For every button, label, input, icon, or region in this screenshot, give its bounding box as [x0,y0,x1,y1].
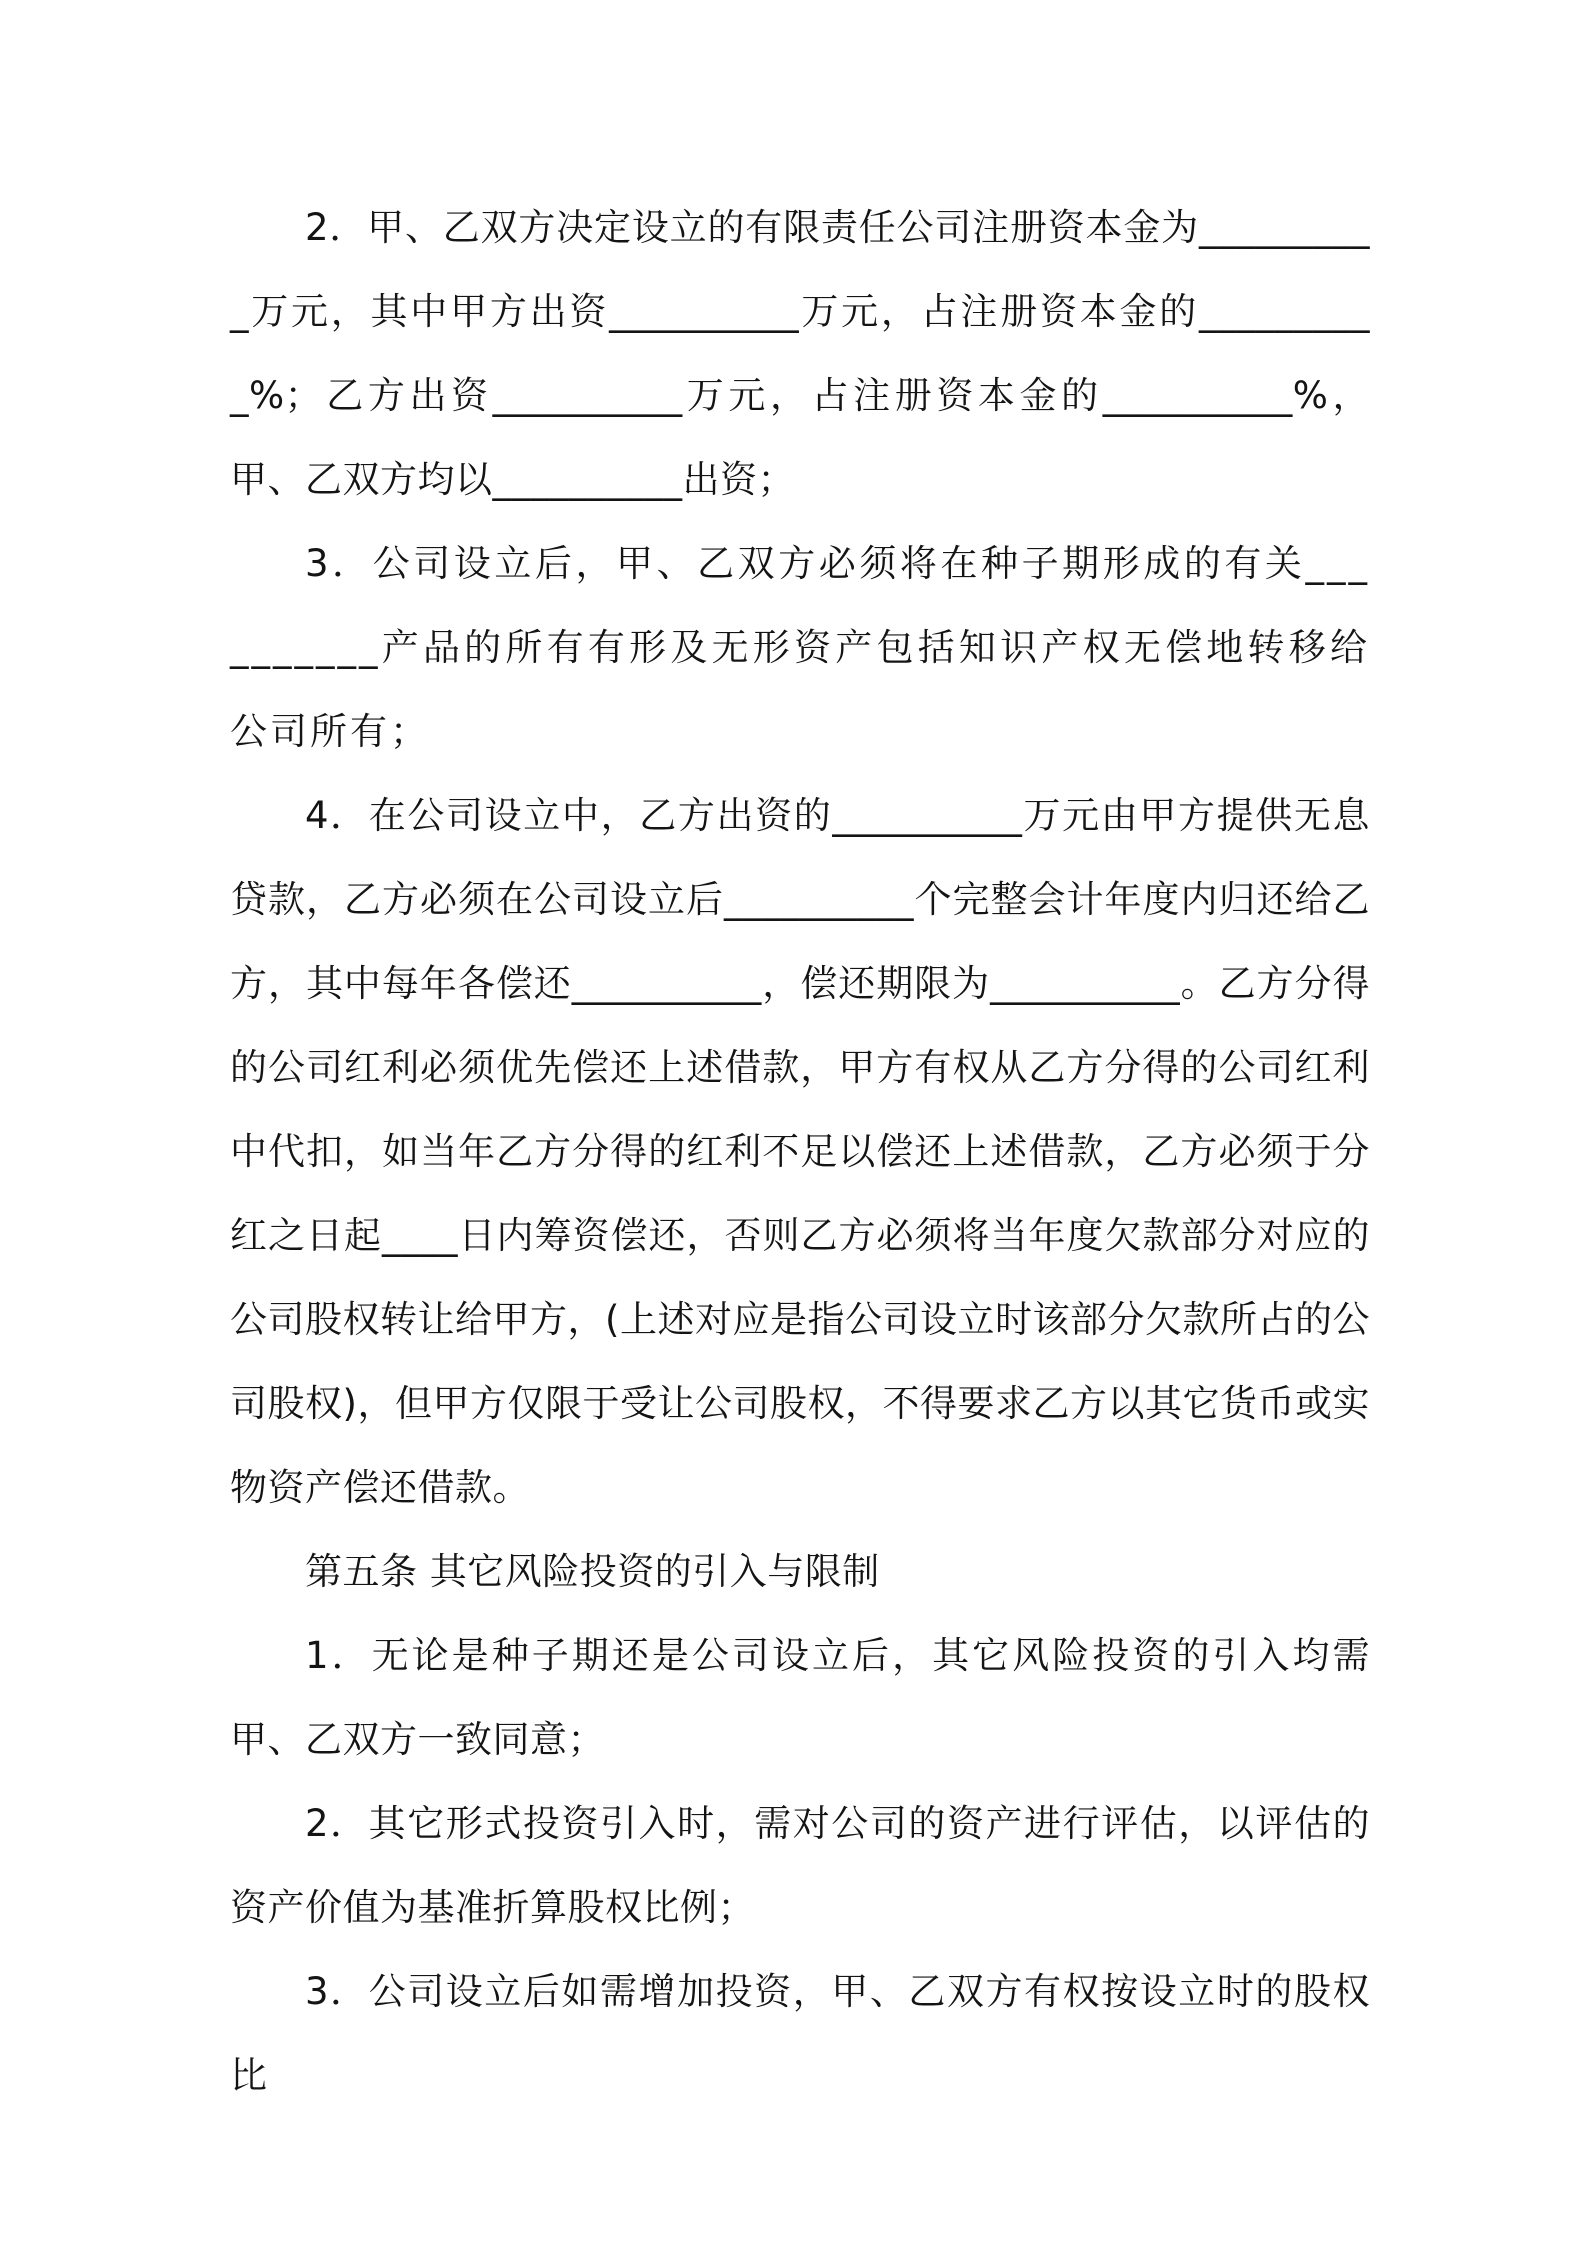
section-item-2: 2．其它形式投资引入时，需对公司的资产进行评估，以评估的资产价值为基准折算股权比例； [230,1802,1370,1929]
clause-4-paragraph: 4．在公司设立中，乙方出资的__________万元由甲方提供无息贷款，乙方必须在公司设立后__________个完整会计年度内归还给乙方，其中每年各偿还__________，偿还期限为__________。乙方分得的公司红利必须优先偿还上述借款，甲方有权从乙方分得的公司红利中代扣，如当年乙方分得的红利不足以偿还上述借款，乙方必须于分红之日起____日内筹资偿还，否则乙方必须将当年度欠款部分对应的公司股权转让给甲方，(上述对应是指公司设立时该部分欠款所占的公司股权)，但甲方仅限于受让公司股权，不得要求乙方以其它货币或实物资产偿还借款。 [230,794,1370,1509]
clause-3-paragraph: 3．公司设立后，甲、乙双方必须将在种子期形成的有关__________产品的所有有形及无形资产包括知识产权无偿地转移给公司所有； [230,542,1370,753]
clause-2-paragraph: 2．甲、乙双方决定设立的有限责任公司注册资本金为__________万元，其中甲方出资__________万元，占注册资本金的__________%；乙方出资__________万元，占注册资本金的__________%，甲、乙双方均以__________出资； [230,206,1370,501]
section-item-3: 3．公司设立后如需增加投资，甲、乙双方有权按设立时的股权比 [230,1970,1370,2097]
document-body [230,186,1370,2118]
section-heading: 第五条 其它风险投资的引入与限制 [305,1550,880,1593]
section-item-1: 1．无论是种子期还是公司设立后，其它风险投资的引入均需甲、乙双方一致同意； [230,1634,1370,1761]
